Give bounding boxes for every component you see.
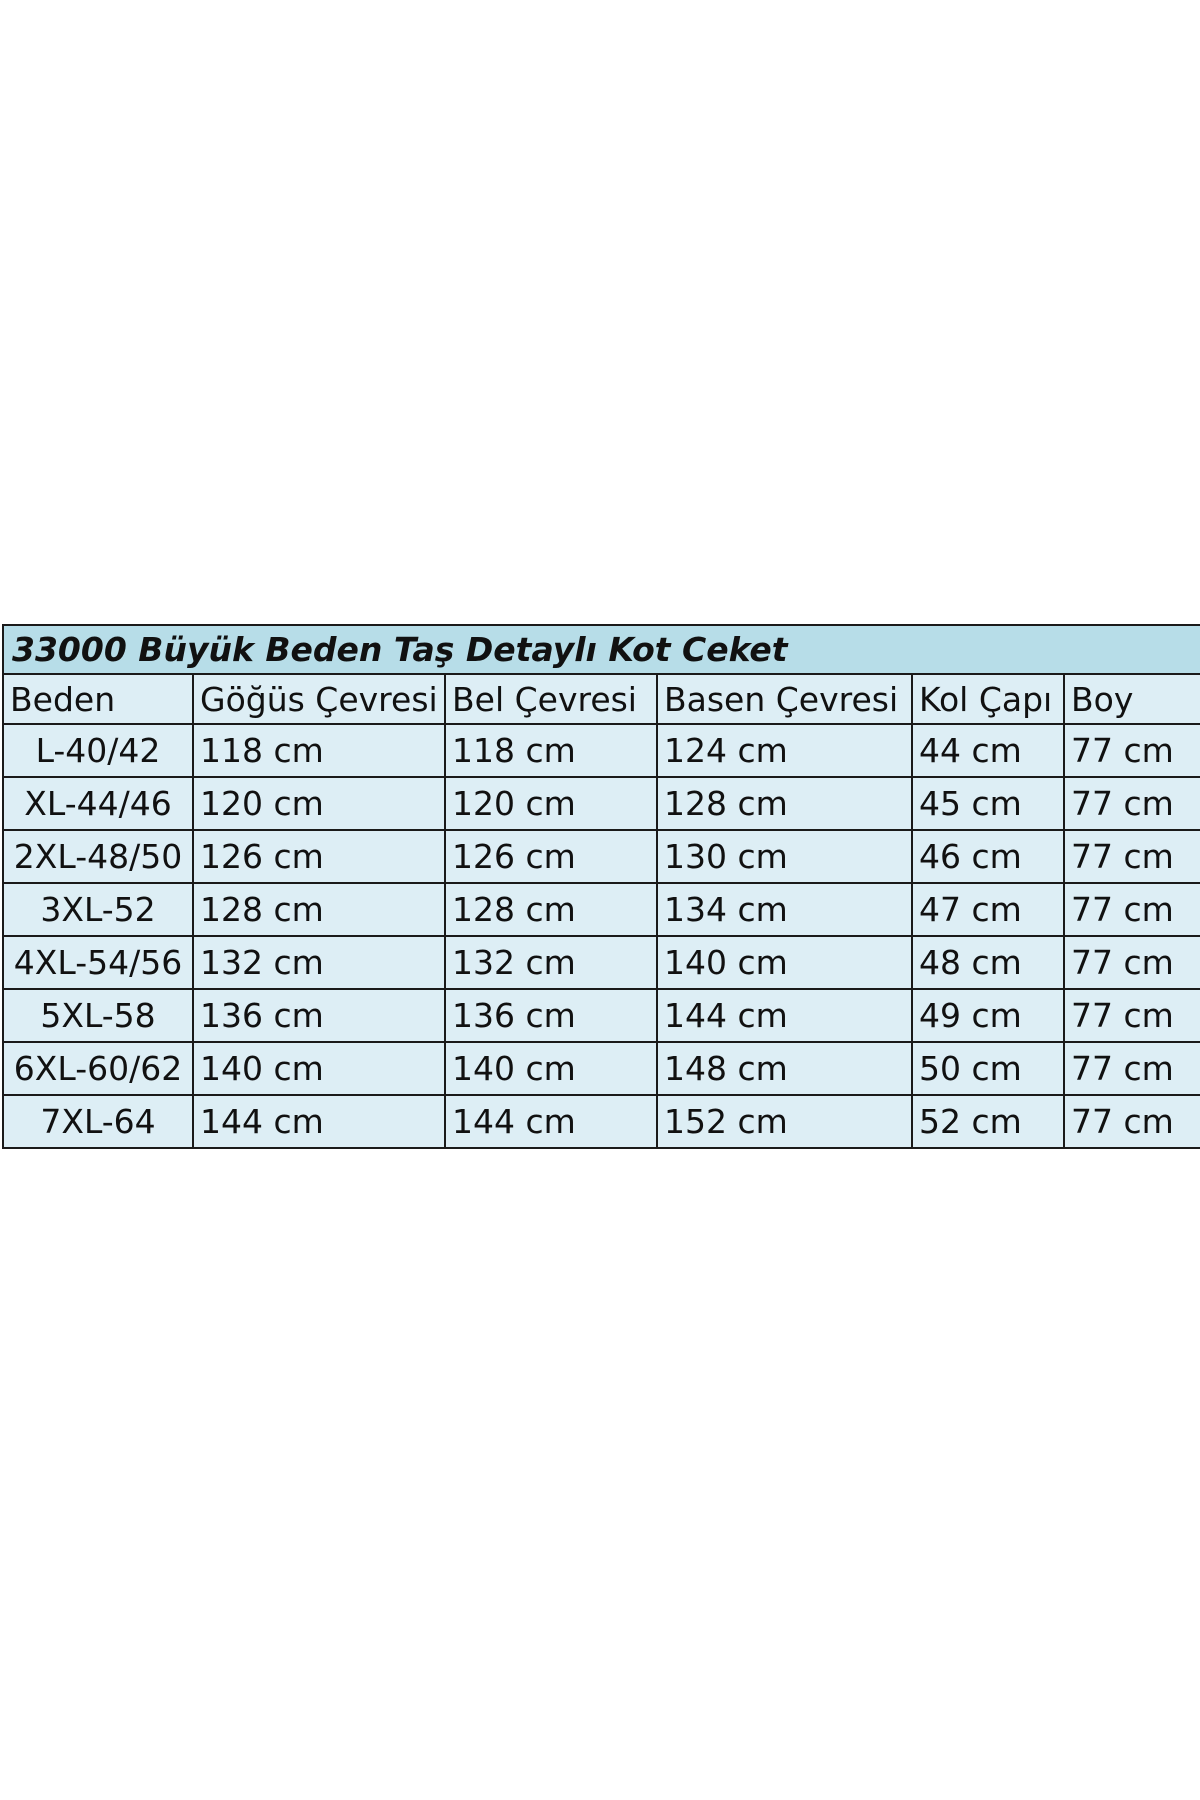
kol-capi-cell: 45 cm: [912, 777, 1064, 830]
table-row: [3, 936, 1200, 989]
bel-cevresi-cell: 144 cm: [445, 1095, 657, 1148]
table-row: [3, 777, 1200, 830]
table-row: [3, 883, 1200, 936]
boy-cell: 77 cm: [1064, 883, 1200, 936]
gogus-cevresi-cell: 144 cm: [193, 1095, 445, 1148]
gogus-cevresi-cell: 118 cm: [193, 724, 445, 777]
boy-cell: 77 cm: [1064, 1095, 1200, 1148]
table-row: [3, 724, 1200, 777]
table-row: [3, 1042, 1200, 1095]
basen-cevresi-cell: 148 cm: [657, 1042, 912, 1095]
table-title-row: [3, 625, 1200, 674]
gogus-cevresi-cell: 140 cm: [193, 1042, 445, 1095]
size-cell: L-40/42: [3, 724, 193, 777]
size-cell: 5XL-58: [3, 989, 193, 1042]
boy-cell: 77 cm: [1064, 936, 1200, 989]
basen-cevresi-cell: 130 cm: [657, 830, 912, 883]
bel-cevresi-cell: 128 cm: [445, 883, 657, 936]
size-cell: XL-44/46: [3, 777, 193, 830]
gogus-cevresi-cell: 136 cm: [193, 989, 445, 1042]
bel-cevresi-cell: 126 cm: [445, 830, 657, 883]
basen-cevresi-cell: 140 cm: [657, 936, 912, 989]
bel-cevresi-cell: 118 cm: [445, 724, 657, 777]
gogus-cevresi-cell: 126 cm: [193, 830, 445, 883]
gogus-cevresi-cell: 128 cm: [193, 883, 445, 936]
size-cell: 6XL-60/62: [3, 1042, 193, 1095]
bel-cevresi-cell: 120 cm: [445, 777, 657, 830]
kol-capi-cell: 44 cm: [912, 724, 1064, 777]
table-title: 33000 Büyük Beden Taş Detaylı Kot Ceket: [3, 625, 1200, 674]
header-gogus-cevresi: Göğüs Çevresi: [193, 674, 445, 724]
basen-cevresi-cell: 124 cm: [657, 724, 912, 777]
table-row: [3, 989, 1200, 1042]
boy-cell: 77 cm: [1064, 1042, 1200, 1095]
table-row: [3, 830, 1200, 883]
kol-capi-cell: 46 cm: [912, 830, 1064, 883]
table-header-row: [3, 674, 1200, 724]
gogus-cevresi-cell: 120 cm: [193, 777, 445, 830]
kol-capi-cell: 52 cm: [912, 1095, 1064, 1148]
header-boy: Boy: [1064, 674, 1200, 724]
basen-cevresi-cell: 134 cm: [657, 883, 912, 936]
header-basen-cevresi: Basen Çevresi: [657, 674, 912, 724]
boy-cell: 77 cm: [1064, 777, 1200, 830]
header-bel-cevresi: Bel Çevresi: [445, 674, 657, 724]
basen-cevresi-cell: 152 cm: [657, 1095, 912, 1148]
kol-capi-cell: 47 cm: [912, 883, 1064, 936]
size-cell: 7XL-64: [3, 1095, 193, 1148]
bel-cevresi-cell: 136 cm: [445, 989, 657, 1042]
size-cell: 2XL-48/50: [3, 830, 193, 883]
size-chart-table: [2, 624, 1200, 1149]
header-beden: Beden: [3, 674, 193, 724]
basen-cevresi-cell: 128 cm: [657, 777, 912, 830]
bel-cevresi-cell: 140 cm: [445, 1042, 657, 1095]
gogus-cevresi-cell: 132 cm: [193, 936, 445, 989]
boy-cell: 77 cm: [1064, 830, 1200, 883]
kol-capi-cell: 49 cm: [912, 989, 1064, 1042]
kol-capi-cell: 48 cm: [912, 936, 1064, 989]
size-cell: 4XL-54/56: [3, 936, 193, 989]
size-cell: 3XL-52: [3, 883, 193, 936]
kol-capi-cell: 50 cm: [912, 1042, 1064, 1095]
bel-cevresi-cell: 132 cm: [445, 936, 657, 989]
boy-cell: 77 cm: [1064, 724, 1200, 777]
table-row: [3, 1095, 1200, 1148]
header-kol-capi: Kol Çapı: [912, 674, 1064, 724]
basen-cevresi-cell: 144 cm: [657, 989, 912, 1042]
boy-cell: 77 cm: [1064, 989, 1200, 1042]
